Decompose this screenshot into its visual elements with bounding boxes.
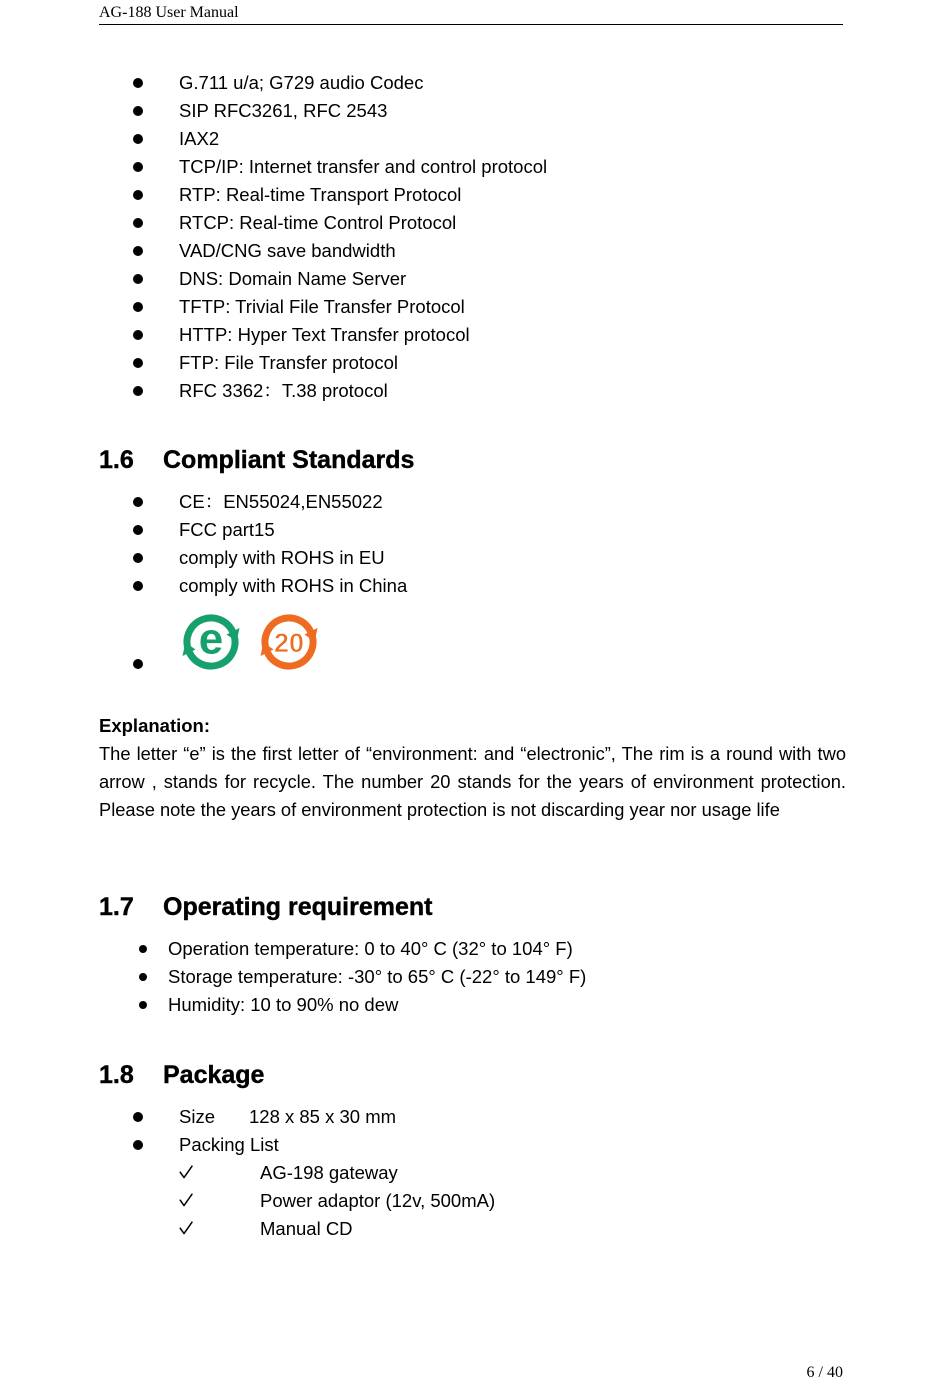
list-item [0,963,950,991]
list-item [0,125,950,153]
bullet [133,246,143,256]
paragraph-line: The letter “e” is the first letter of “environment: and “electronic”, The rim is a round with two [99,743,846,764]
rohs-20-years-logo [256,611,322,673]
protocol-text: HTTP: Hyper Text Transfer protocol [179,324,470,345]
protocol-text: DNS: Domain Name Server [179,268,407,289]
paragraph-line: arrow , stands for recycle. The number 20 stands for the years of environment protection. [99,771,846,792]
bullet [133,553,143,563]
list-item [0,991,950,1019]
list-item [0,1103,950,1131]
standard-text: CE：EN55024,EN55022 [179,491,383,512]
standard-text: comply with ROHS in China [179,575,408,596]
protocol-text: RTCP: Real-time Control Protocol [179,212,457,233]
section-title: Operating requirement [163,893,433,921]
document-header-title: AG-188 User Manual [99,4,239,21]
packing-list-item [0,1187,950,1215]
bullet [133,274,143,284]
list-item [0,97,950,125]
protocol-text: G.711 u/a; G729 audio Codec [179,72,424,93]
bullet [133,302,143,312]
list-item [0,544,950,572]
protocol-text: FTP: File Transfer protocol [179,352,398,373]
list-item [0,69,950,97]
bullet [133,497,143,507]
bullet [139,1001,147,1009]
list-item [0,488,950,516]
packing-list [0,1159,950,1243]
protocol-text: TFTP: Trivial File Transfer Protocol [179,296,465,317]
requirement-text: Humidity: 10 to 90% no dew [168,994,399,1015]
bullet [139,973,147,981]
bullet [133,190,143,200]
size-value: 128 x 85 x 30 mm [249,1106,397,1127]
standard-text: comply with ROHS in EU [179,547,385,568]
bullet [133,106,143,116]
size-label: Size [179,1106,215,1127]
protocol-text: VAD/CNG save bandwidth [179,240,396,261]
bullet [133,659,143,669]
list-item [0,209,950,237]
protocol-text: SIP RFC3261, RFC 2543 [179,100,388,121]
section-heading-package [0,1058,950,1092]
logo-number: 20 [273,628,305,658]
standard-text: FCC part15 [179,519,275,540]
section-number: 1.7 [99,893,134,921]
page-number: 6 / 40 [806,1364,843,1381]
list-item [0,935,950,963]
protocol-text: RTP: Real-time Transport Protocol [179,184,462,205]
bullet [133,358,143,368]
explanation-paragraph [99,740,846,824]
header-divider [99,24,843,25]
bullet [139,945,147,953]
list-item [0,181,950,209]
operating-requirement-list [0,935,950,1019]
protocol-list [0,69,950,405]
list-item [0,377,950,405]
packing-item-text: AG-198 gateway [260,1162,398,1183]
bullet [133,134,143,144]
list-item [0,1131,950,1159]
checkmark-icon [179,1193,193,1207]
bullet [133,330,143,340]
protocol-text: IAX2 [179,128,220,149]
packing-item-text: Manual CD [260,1218,353,1239]
packing-item-text: Power adaptor (12v, 500mA) [260,1190,496,1211]
list-item [0,293,950,321]
requirement-text: Storage temperature: -30° to 65° C (-22° to 149° F) [168,966,587,987]
logo-letter: e [198,614,224,664]
rohs-logos-item [0,608,950,678]
checkmark-icon [179,1165,193,1179]
bullet [133,525,143,535]
bullet [133,162,143,172]
paragraph-line: Please note the years of environment protection is not discarding year nor usage life [99,799,780,820]
protocol-text: TCP/IP: Internet transfer and control protocol [179,156,548,177]
checkmark-icon [179,1221,193,1235]
bullet [133,78,143,88]
section-number: 1.6 [99,446,134,474]
bullet [133,1140,143,1150]
list-item [0,237,950,265]
packing-list-item [0,1215,950,1243]
section-heading-operating-requirement [0,890,950,924]
list-item [0,572,950,600]
explanation-heading: Explanation: [99,715,211,736]
section-title: Package [163,1061,265,1089]
bullet [133,581,143,591]
packing-list-item [0,1159,950,1187]
list-item [0,153,950,181]
bullet [133,218,143,228]
section-heading-compliant-standards [0,443,950,477]
section-title: Compliant Standards [163,446,415,474]
list-item [0,516,950,544]
protocol-text: RFC 3362：T.38 protocol [179,380,388,401]
list-item [0,321,950,349]
list-item [0,349,950,377]
package-list [0,1103,950,1159]
bullet [133,1112,143,1122]
standards-list [0,488,950,600]
rohs-environment-e-logo [178,611,244,673]
bullet [133,386,143,396]
requirement-text: Operation temperature: 0 to 40° C (32° to 104° F) [168,938,573,959]
list-item [0,265,950,293]
packing-list-label: Packing List [179,1134,279,1155]
section-number: 1.8 [99,1061,134,1089]
